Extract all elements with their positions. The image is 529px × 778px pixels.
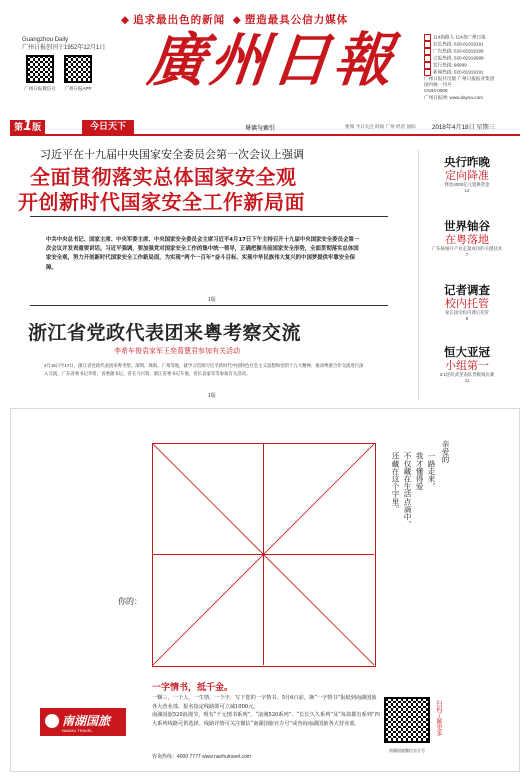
divider [30, 305, 388, 306]
phone-icon [424, 55, 431, 62]
info-line: 广州日报网: www.dayoo.com [424, 94, 483, 100]
phone-icon [424, 69, 431, 76]
info-line: CN44-0006 [424, 88, 448, 94]
qr-caption-wechat: 广州日报微信号 [24, 86, 56, 91]
wechat-qr-code[interactable] [26, 55, 54, 83]
phone-icon [424, 48, 431, 55]
page-number: 1 [23, 119, 33, 134]
slogan-right: 塑造最具公信力媒体 [244, 14, 349, 26]
ad-qr-caption: 南湖国旅微信官方号 [389, 748, 425, 753]
brand-subtitle: NANHU TRAVEL [62, 728, 93, 733]
poem-line: 我才懂得爱 [415, 452, 424, 490]
second-subhead: 李希车俊袁家军王奕葛慧君参加有关活动 [114, 347, 240, 355]
writing-grid[interactable] [152, 443, 376, 667]
newspaper-logo: 廣州日報 [144, 26, 400, 94]
index-column [418, 150, 515, 400]
ad-title: 一字情书，抵千金。 [152, 683, 234, 693]
index-item[interactable]: 世界铀谷 在粤落地 广东核铀开产业走量成功的关键技术 7 [431, 219, 503, 257]
brand-name: 南湖国旅 [62, 714, 111, 728]
ad-hotline[interactable]: 咨询热线：4000 7777 www.nanhutravel.com [152, 754, 251, 760]
poem-line: 亲爱的 [441, 440, 450, 463]
nav-index[interactable]: 导读与索引 [245, 125, 276, 132]
brand-logo[interactable] [40, 708, 126, 736]
star-icon: ◆ [121, 14, 131, 26]
scan-label: 扫码了解更多 [435, 700, 442, 736]
info-line: 广告热线: 020-81919169 [424, 48, 524, 55]
ad-qr-code[interactable] [384, 697, 430, 743]
lead-headline-2[interactable]: 开创新时代国家安全工作新局面 [18, 190, 305, 214]
phone-icon [424, 41, 431, 48]
ad-text [152, 694, 380, 728]
phone-icon [424, 62, 431, 69]
star-icon: ◆ [232, 14, 242, 26]
ad-paragraph: 一颗三，一个人，一生情，一个字，写下您的一字情书，5月6日前，换“一字情书”报纸到南湖国旅各大营业部，报名指定线路即可立减1000元。 [152, 695, 377, 710]
grid-guides [153, 444, 374, 665]
lead-kicker: 习近平在十九届中央国家安全委员会第一次会议上强调 [40, 148, 304, 161]
index-item[interactable]: 恒大亚冠 小组第一 3:1逆转武里南队晋级淘汰赛 11 [439, 345, 495, 383]
info-line: 国内统一刊号 [424, 82, 452, 88]
english-name [22, 36, 105, 52]
poem-line: 一路走来， [427, 452, 436, 490]
index-item[interactable]: 记者调查 校内托管 家长接受校内课后托管 8 [444, 283, 490, 321]
info-line: 订报热线: 020-81919999 [424, 55, 524, 62]
qr-caption-app: 广州日报APP [64, 86, 92, 91]
nav-items[interactable]: 要闻 今日关注 时政 广州 经济 国际 [345, 124, 416, 129]
ad-paragraph: 南湖国旅520浪漫节，现有“千元情书系列”、“浪漫520系列”、“长长久久系列”及“每款都有系列”四大系列线路可供选择。线路详情可关注微信“南湖国旅官方号”或咨询南湖国旅各大营业部。 [152, 712, 380, 727]
second-headline[interactable]: 浙江省党政代表团来粤考察交流 [28, 322, 302, 344]
info-line: 发行热线: 96999 [424, 62, 524, 69]
divider [30, 216, 388, 217]
app-qr-code[interactable] [64, 55, 92, 83]
lead-continued[interactable]: 1版 [208, 297, 216, 303]
info-line: 社长热线: 020-81919191 [424, 41, 524, 48]
second-body: 4月16日至17日，浙江省党政代表团来粤考察，深圳、珠海、广州等地，就学习贯彻习近平新时代中国特色社会主义思想和党的十九大精神、推动粤浙合作交流进行深入交流。广东省委书记李希，省委副书记、省长马兴瑞，浙江省委书记车俊，省长袁家军等参加有关活动。 [44, 363, 364, 376]
grid-prompt: 你的： [118, 597, 142, 606]
section-name: 今日天下 [82, 120, 134, 134]
english-subtitle: 广州日报创刊于1952年12月1日 [22, 45, 106, 51]
index-item[interactable]: 央行昨晚 定向降准 释放4000亿元置换资金 12 [444, 155, 490, 193]
masthead-slogan [118, 12, 348, 27]
info-line: 广州日报社出版 广州日报报业集团 [424, 76, 495, 81]
poem-line: 不仅藏在生活点滴中， [403, 452, 412, 528]
page-badge: 第1版 [10, 120, 45, 134]
phone-icon [424, 34, 431, 41]
info-line: 新闻热线: 020-81919191 [424, 69, 524, 76]
english-title: Guangzhou Daily [22, 37, 69, 43]
lead-headline-1[interactable]: 全面贯彻落实总体国家安全观 [30, 165, 297, 189]
slogan-left: 追求最出色的新闻 [133, 14, 226, 26]
masthead-info [424, 34, 524, 101]
info-line: 114指路人 114查广州日报 [424, 34, 524, 41]
issue-date: 2018年4月18日 星期三 [432, 124, 495, 131]
brand-emblem-icon [45, 714, 59, 728]
second-continued[interactable]: 1版 [208, 393, 216, 399]
lead-summary: 中共中央总书记、国家主席、中央军委主席、中央国家安全委员会主席习近平4月17日下午主持召开十九届中央国家安全委员会第一次会议并发表重要讲话。习近平强调，要加强党对国家安全工作的集中统一领导，正确把握当前国家安全形势，全面贯彻落实总体国家安全观，努力开创新时代国家安全工作新局面，为实现“两个一百年”奋斗目标、实现中华民族伟大复兴的中国梦提供牢靠安全保障。 [46, 237, 360, 271]
poem-line: 还藏在这个字里。 [391, 452, 400, 513]
